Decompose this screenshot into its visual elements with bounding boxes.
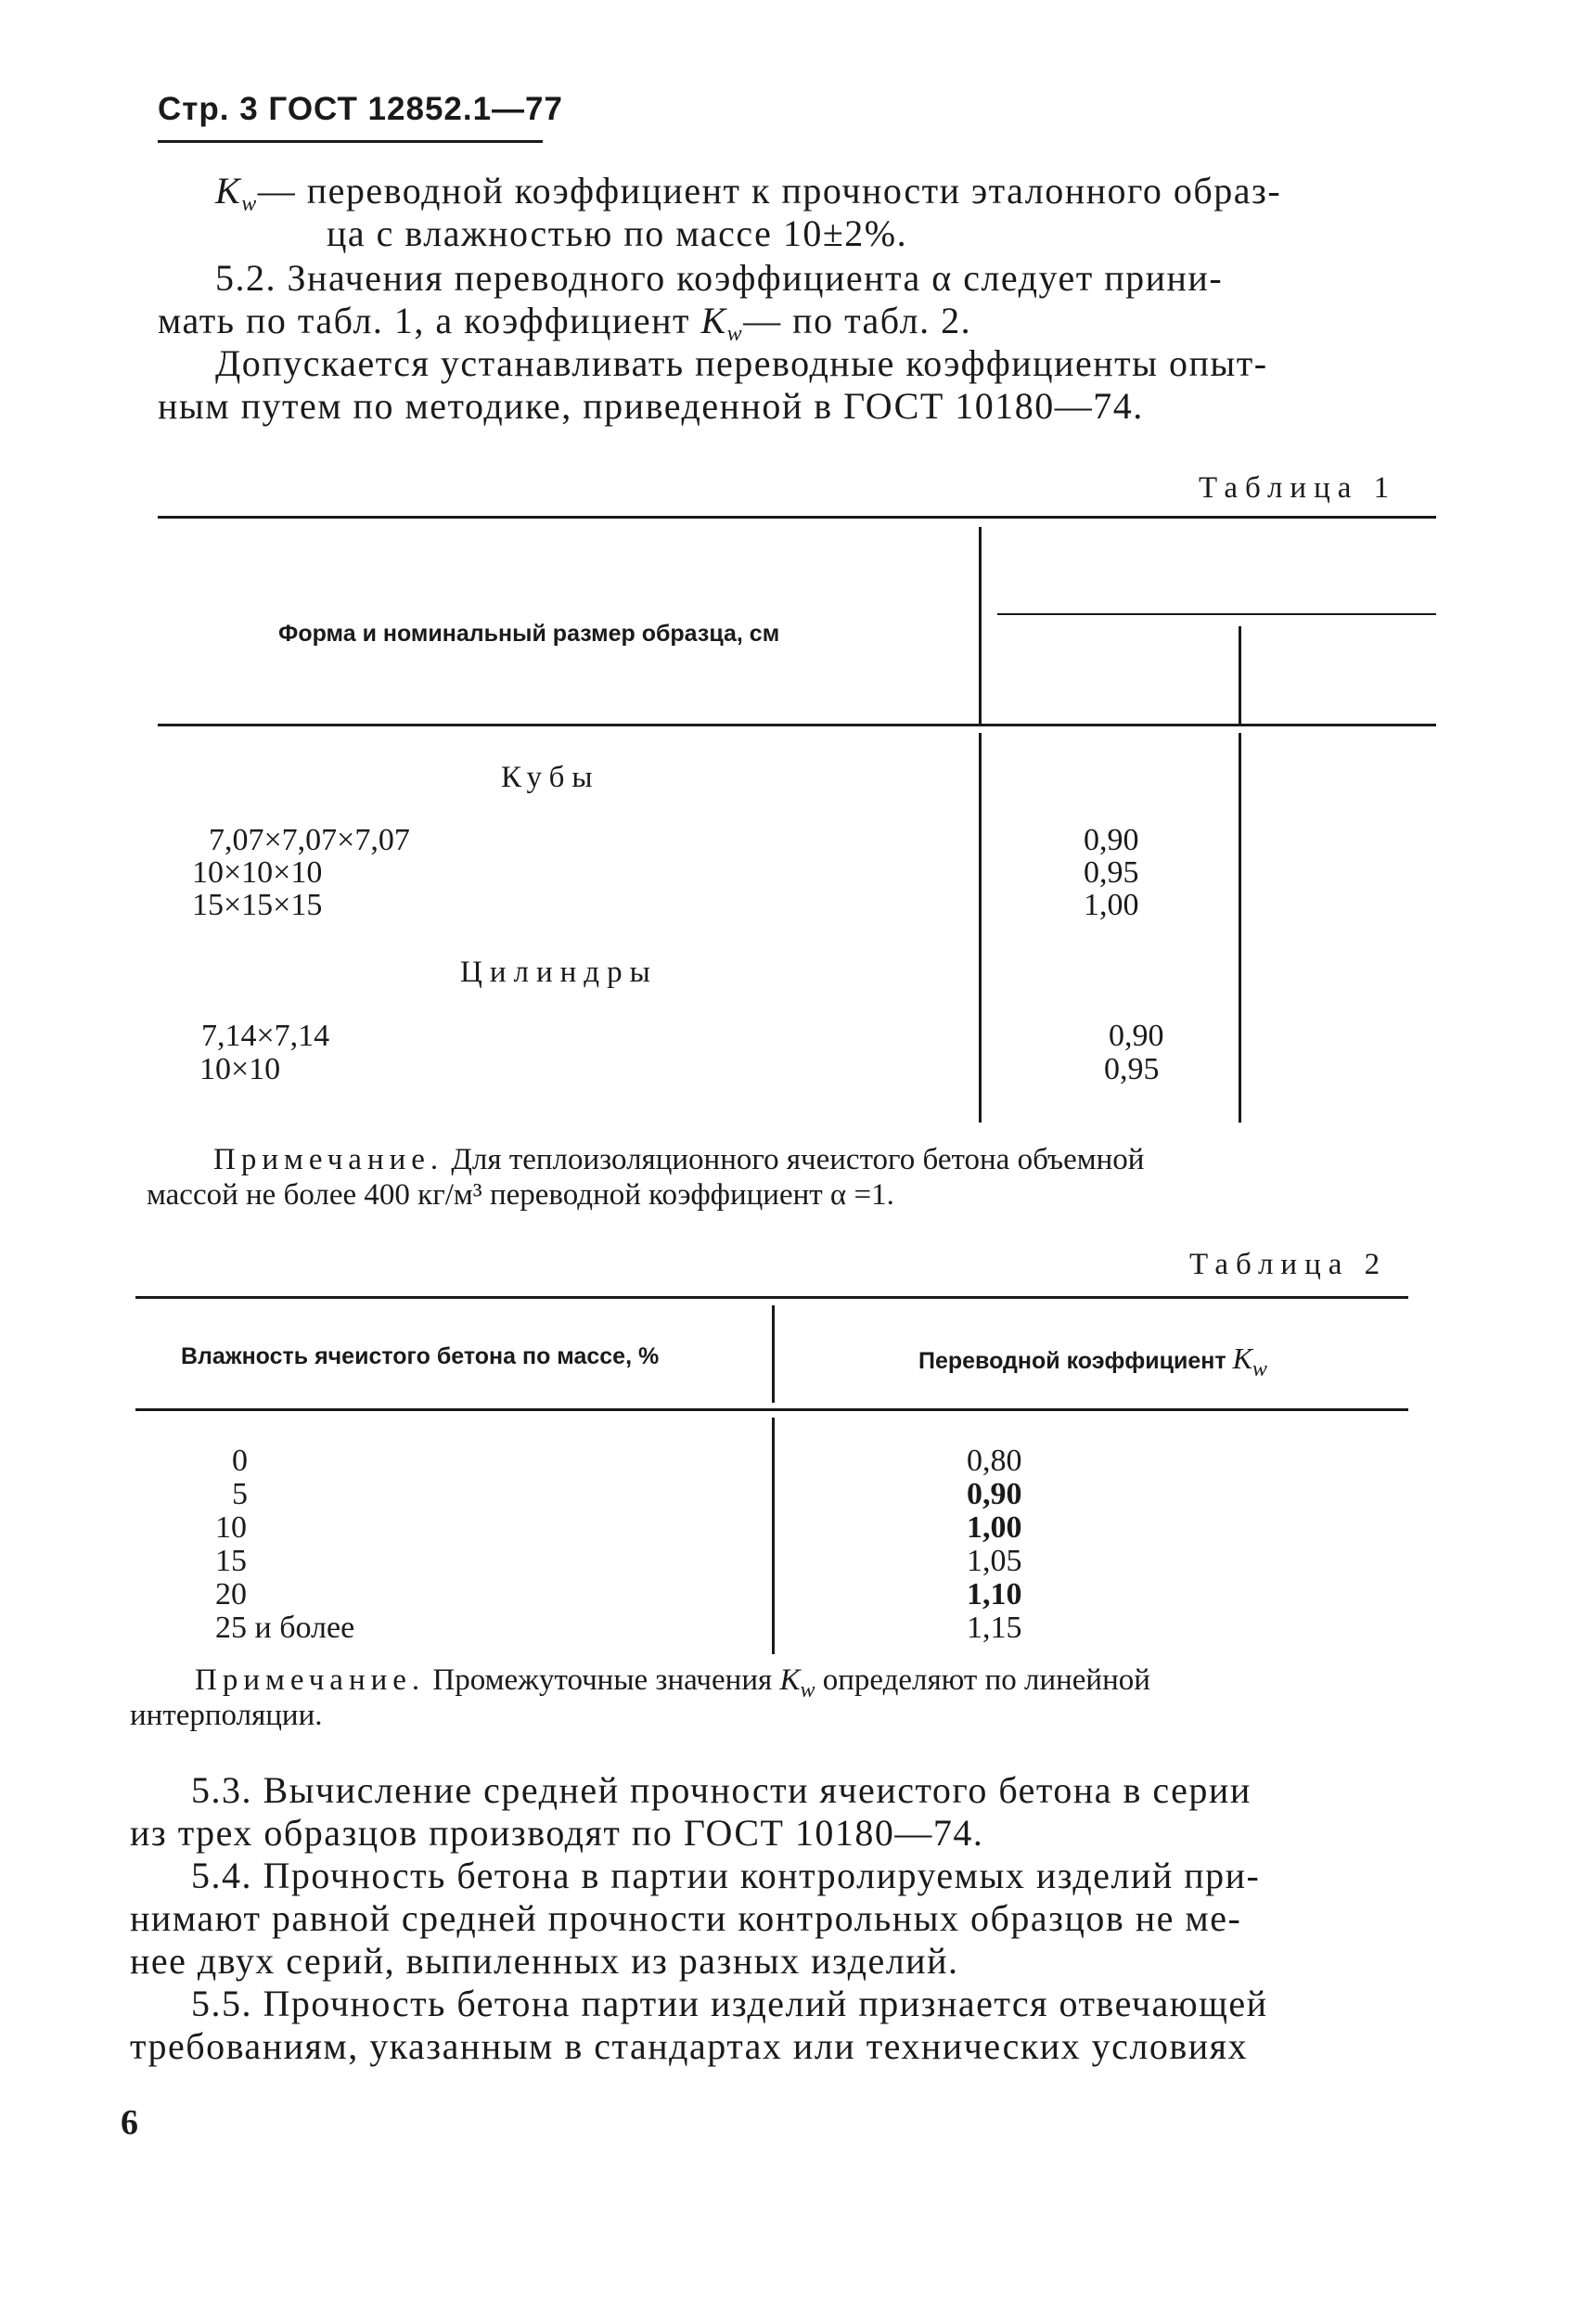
table1-caption: Таблица 1 — [1199, 471, 1397, 505]
table2-row-moisture: 5 — [232, 1477, 248, 1511]
table2-row-moisture: 0 — [232, 1444, 248, 1478]
kw-definition-text: — переводной коэффициент к прочности эталонного образ- — [257, 170, 1282, 212]
page-header: Стр. 3 ГОСТ 12852.1—77 — [158, 91, 563, 127]
para-5-3-line1: 5.3. Вычисление средней прочности ячеистого бетона в серии — [191, 1769, 1252, 1811]
table2-row-moisture: 20 — [215, 1577, 247, 1611]
table1-subheader-rule — [997, 613, 1436, 615]
table1-header-divider — [979, 527, 982, 724]
para-5-5-line1: 5.5. Прочность бетона партии изделий признается отвечающей — [191, 1983, 1268, 2024]
kw-symbol: K — [700, 300, 727, 341]
table1-header-rule — [158, 724, 1436, 726]
para-5-4-line2: нимают равной средней прочности контрольных образцов не ме- — [130, 1897, 1242, 1939]
para-5-4-line3: нее двух серий, выпиленных из разных изделий. — [130, 1940, 959, 1982]
kw-symbol: K — [215, 170, 242, 212]
table1-body-divider — [979, 733, 982, 1123]
note-label: Примечание. — [213, 1143, 444, 1176]
table2-row-coef: 0,80 — [967, 1444, 1022, 1478]
table2-row-moisture: 25 и более — [215, 1611, 355, 1645]
para-5-2-line1: 5.2. Значения переводного коэффициента α следует прини- — [215, 257, 1224, 299]
note-label: Примечание. — [195, 1663, 426, 1697]
table2-row-coef: 1,00 — [967, 1510, 1022, 1545]
para-allow-line1: Допускается устанавливать переводные коэффициенты опыт- — [215, 342, 1268, 384]
table2-col2-header: Переводной коэффициент Kw — [918, 1342, 1267, 1381]
table1-row-size: 7,07×7,07×7,07 — [209, 823, 410, 857]
table1-note-line1: Примечание. Для теплоизоляционного ячеистого бетона объемной — [213, 1143, 1145, 1176]
header-rule — [158, 140, 543, 143]
table1-note-line2: массой не более 400 кг/м³ переводной коэффициент α =1. — [147, 1178, 894, 1212]
para-5-5-line2: требованиям, указанным в стандартах или технических условиях — [130, 2025, 1249, 2067]
table1-row-size: 7,14×7,14 — [201, 1019, 330, 1053]
table2-note-line2: интерполяции. — [130, 1699, 323, 1732]
table1-row-size: 10×10×10 — [192, 855, 323, 890]
table1-row-value: 1,00 — [1084, 888, 1139, 922]
kw-definition-line1 — [215, 169, 1281, 217]
table1-body-divider-2 — [1239, 733, 1241, 1123]
table2-col1-header: Влажность ячеистого бетона по массе, % — [181, 1343, 660, 1369]
table2-row-moisture: 10 — [215, 1510, 247, 1545]
table1-row-value: 0,90 — [1109, 1019, 1164, 1053]
para-5-3-line2: из трех образцов производят по ГОСТ 10180—74. — [130, 1812, 984, 1854]
table2-top-rule — [135, 1296, 1408, 1299]
table2-header-rule — [135, 1408, 1408, 1411]
table2-row-coef: 1,05 — [967, 1544, 1022, 1578]
table1-row-value: 0,95 — [1104, 1052, 1160, 1086]
table1-row-size: 10×10 — [199, 1052, 281, 1086]
table1-row-value: 0,95 — [1084, 855, 1139, 890]
table1-row-value: 0,90 — [1084, 823, 1139, 857]
kw-definition-line2: ца с влажностью по массе 10±2%. — [327, 212, 908, 254]
para-5-2-line2: мать по табл. 1, а коэффициент $K_w—$ по табл. 2. — [158, 300, 972, 346]
page-number: 6 — [121, 2103, 138, 2142]
kw-subscript: w — [241, 192, 258, 216]
table2-caption: Таблица 2 — [1189, 1248, 1388, 1281]
table1-group-cylinders: Цилиндры — [460, 956, 658, 989]
table1-subheader-divider — [1239, 626, 1241, 724]
para-allow-line2: ным путем по методике, приведенной в ГОСТ 10180—74. — [158, 385, 1144, 427]
table2-row-coef: 1,10 — [967, 1577, 1022, 1611]
table1-group-cubes: Кубы — [501, 761, 600, 794]
table2-note-line1: Примечание. Промежуточные значения $K_w$ определяют по линейной — [195, 1663, 1150, 1702]
table2-header-divider — [772, 1305, 775, 1403]
table2-row-moisture: 15 — [215, 1544, 247, 1578]
para-5-4-line1: 5.4. Прочность бетона в партии контролируемых изделий при- — [191, 1855, 1261, 1896]
table2-body-divider — [772, 1418, 775, 1654]
table2-row-coef: 0,90 — [967, 1477, 1022, 1511]
table1-col-header: Форма и номинальный размер образца, см — [278, 621, 780, 647]
table2-row-coef: 1,15 — [967, 1611, 1022, 1645]
table1-row-size: 15×15×15 — [192, 888, 323, 922]
table1-top-rule — [158, 516, 1436, 519]
